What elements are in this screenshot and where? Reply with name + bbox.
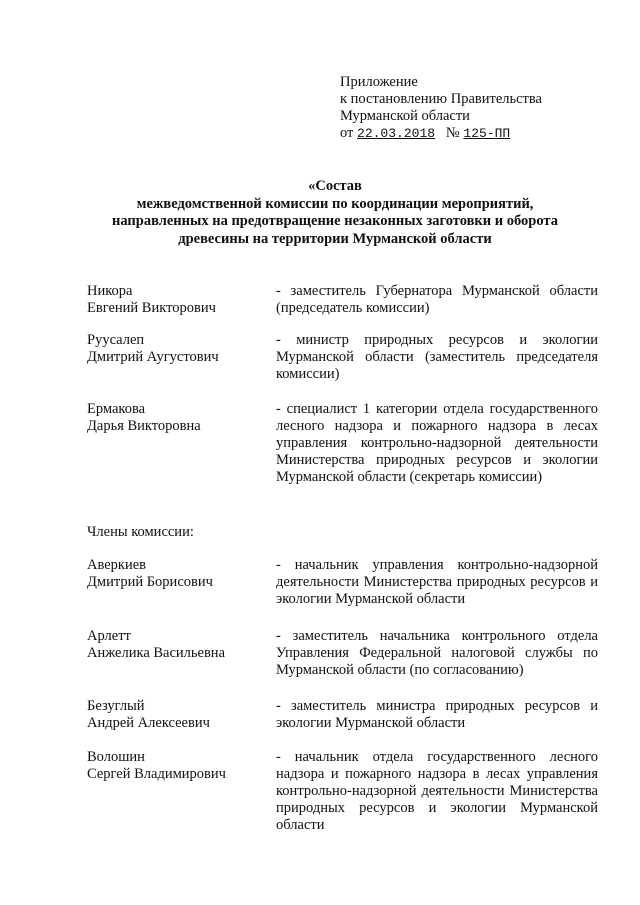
appendix-header	[340, 74, 610, 142]
member-role: - начальник управления контрольно-надзорной деятельности Министерства природных ресурсов и экологии Мурманской области	[276, 557, 598, 607]
appendix-line-3: Мурманской области	[340, 108, 470, 124]
member-name	[87, 628, 262, 662]
member-given-name: Дмитрий Борисович	[87, 574, 213, 590]
document-date: 22.03.2018	[357, 126, 436, 141]
member-surname: Аверкиев	[87, 557, 147, 573]
member-given-name: Анжелика Васильевна	[87, 645, 226, 661]
member-surname: Ермакова	[87, 401, 146, 417]
appendix-date-line	[340, 125, 610, 142]
title-line-4: древесины на территории Мурманской области	[178, 230, 492, 247]
member-name	[87, 401, 262, 435]
member-name	[87, 332, 262, 366]
member-name	[87, 557, 262, 591]
title-line-3: направленных на предотвращение незаконных заготовки и оборота	[112, 213, 558, 229]
document-number: 125-ПП	[463, 126, 511, 141]
member-surname: Арлетт	[87, 628, 131, 644]
member-role: - начальник отдела государственного лесного надзора и пожарного надзора в лесах управления контрольно-надзорной деятельности Министерства природных ресурсов и экологии Мурманской области	[276, 749, 598, 833]
member-name	[87, 749, 262, 783]
document-title	[60, 178, 610, 248]
member-surname: Никора	[87, 283, 133, 299]
title-line-2: межведомственной комиссии по координации мероприятий,	[136, 195, 534, 212]
number-prefix: №	[445, 125, 464, 141]
member-name	[87, 283, 262, 317]
member-role: - заместитель министра природных ресурсов и экологии Мурманской области	[276, 698, 598, 731]
appendix-line-1: Приложение	[340, 74, 418, 90]
date-prefix: от	[340, 125, 358, 141]
member-role: - министр природных ресурсов и экологии Мурманской области (заместитель председателя комиссии)	[276, 332, 598, 382]
members-heading: Члены комиссии:	[87, 524, 194, 540]
member-surname: Безуглый	[87, 698, 145, 714]
member-surname: Руусалеп	[87, 332, 145, 348]
member-given-name: Сергей Владимирович	[87, 766, 226, 782]
member-name	[87, 698, 262, 732]
member-surname: Волошин	[87, 749, 145, 765]
member-given-name: Евгений Викторович	[87, 300, 216, 316]
title-line-1: «Состав	[308, 178, 362, 194]
member-role: - заместитель Губернатора Мурманской области (председатель комиссии)	[276, 283, 598, 316]
member-role: - специалист 1 категории отдела государственного лесного надзора и пожарного надзора в лесах управления контрольно-надзорной деятельности Министерства природных ресурсов и экологии Мурманской области (секретарь комиссии)	[276, 401, 598, 485]
member-role: - заместитель начальника контрольного отдела Управления Федеральной налоговой службы по Мурманской области (по согласованию)	[276, 628, 598, 678]
appendix-line-2: к постановлению Правительства	[340, 91, 542, 107]
member-given-name: Дарья Викторовна	[87, 418, 201, 434]
member-given-name: Дмитрий Аугустович	[87, 349, 219, 365]
member-given-name: Андрей Алексеевич	[87, 715, 210, 731]
